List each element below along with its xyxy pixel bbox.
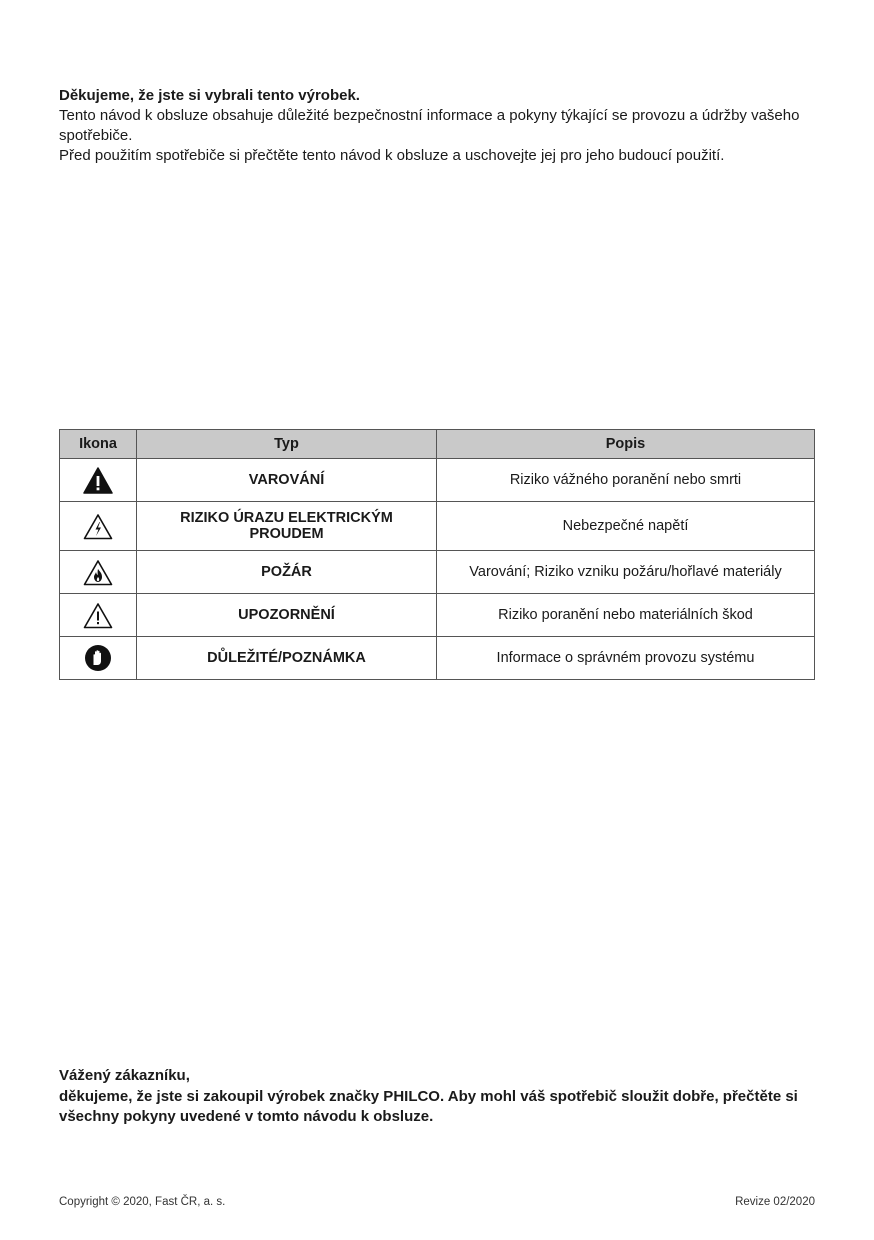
table-row xyxy=(60,551,815,594)
table-header-row xyxy=(60,430,815,459)
warning-filled-icon xyxy=(83,467,113,494)
row-type: DŮLEŽITÉ/POZNÁMKA xyxy=(137,637,437,680)
table-row xyxy=(60,594,815,637)
row-description: Varování; Riziko vzniku požáru/hořlavé materiály xyxy=(437,551,815,594)
header-description: Popis xyxy=(437,430,815,459)
intro-section xyxy=(59,86,819,166)
row-type: POŽÁR xyxy=(137,551,437,594)
icon-cell xyxy=(60,459,137,502)
hand-stop-icon xyxy=(84,644,112,672)
header-type: Typ xyxy=(137,430,437,459)
intro-text-1: Tento návod k obsluze obsahuje důležité bezpečnostní informace a pokyny týkající se provozu a údržby vašeho spotřebiče. xyxy=(59,107,800,144)
customer-text: děkujeme, že jste si zakoupil výrobek značky PHILCO. Aby mohl váš spotřebič sloužit dobře, přečtěte si všechny pokyny uvedené v tomto návodu k obsluze. xyxy=(59,1087,798,1125)
row-type: UPOZORNĚNÍ xyxy=(137,594,437,637)
row-type: RIZIKO ÚRAZU ELEKTRICKÝM PROUDEM xyxy=(137,502,437,551)
fire-icon xyxy=(83,559,113,586)
row-type: VAROVÁNÍ xyxy=(137,459,437,502)
customer-greeting: Vážený zákazníku, xyxy=(59,1067,190,1084)
row-description: Riziko poranění nebo materiálních škod xyxy=(437,594,815,637)
row-description: Nebezpečné napětí xyxy=(437,502,815,551)
caution-icon xyxy=(83,602,113,629)
intro-heading: Děkujeme, že jste si vybrali tento výrobek. xyxy=(59,87,360,104)
table-row xyxy=(60,459,815,502)
icon-cell xyxy=(60,594,137,637)
header-icon: Ikona xyxy=(60,430,137,459)
electric-shock-icon xyxy=(83,513,113,540)
icon-cell xyxy=(60,502,137,551)
icon-cell xyxy=(60,637,137,680)
intro-text-2: Před použitím spotřebiče si přečtěte tento návod k obsluze a uschovejte jej pro jeho budoucí použití. xyxy=(59,147,725,164)
row-description: Riziko vážného poranění nebo smrti xyxy=(437,459,815,502)
icon-cell xyxy=(60,551,137,594)
safety-symbols-table xyxy=(59,429,815,680)
table-row xyxy=(60,637,815,680)
table-row xyxy=(60,502,815,551)
customer-message xyxy=(59,1066,829,1128)
revision-text: Revize 02/2020 xyxy=(735,1196,815,1208)
copyright-text: Copyright © 2020, Fast ČR, a. s. xyxy=(59,1196,226,1208)
row-description: Informace o správném provozu systému xyxy=(437,637,815,680)
